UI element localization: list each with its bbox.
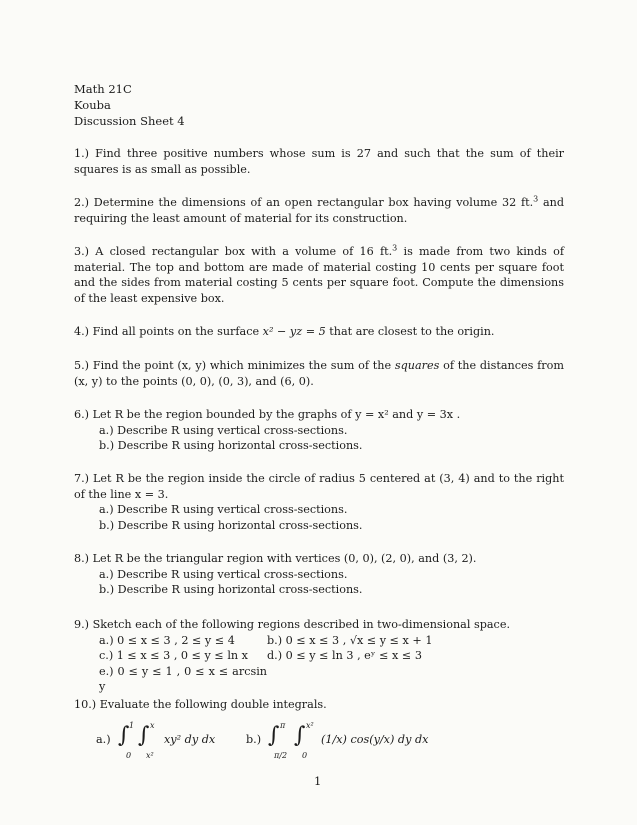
problem-6-part-b: b.) Describe R using horizontal cross-sections. (99, 439, 363, 452)
integral-a-inner-upper: x (150, 721, 155, 730)
problem-5-text-a: 5.) Find the point (x, y) which minimizes the sum of the (74, 359, 395, 372)
problem-4 (74, 324, 564, 340)
integral-a-inner-lower: x² (146, 751, 154, 760)
integral-b-integrand: (1/x) cos(y/x) dy dx (321, 733, 429, 746)
problem-8 (74, 551, 564, 598)
integral-a-outer-lower: 0 (126, 751, 132, 760)
superscript: 3 (533, 194, 539, 204)
problem-9-parts (74, 633, 564, 695)
emphasized-word: squares (394, 359, 440, 372)
problem-2-text-a: 2.) Determine the dimensions of an open rectangular box having volume 32 ft. (74, 196, 534, 209)
problem-4-text-b: that are closest to the origin. (325, 325, 495, 338)
problem-5 (74, 358, 564, 389)
integral-a-outer-upper: 1 (129, 721, 135, 730)
problem-3-text-a: 3.) A closed rectangular box with a volume of 16 ft. (74, 245, 393, 258)
page-number: 1 (314, 774, 322, 788)
sheet-title: Discussion Sheet 4 (74, 114, 185, 128)
superscript: 3 (392, 243, 398, 253)
problem-3-text-b: is made from two kinds of material. The top and bottom are made of material costing 10 cents per square foot and the sides from material costing 5 cents per square foot. Compute the dimensions of the least expensive box. (74, 245, 564, 305)
problem-6-text: 6.) Let R be the region bounded by the graphs of y = x² and y = 3x . (74, 408, 461, 421)
document-header (74, 81, 185, 129)
instructor-name: Kouba (74, 98, 111, 112)
problem-6 (74, 407, 564, 454)
integral-a-integrand: xy² dy dx (164, 733, 216, 746)
integral-sign: ∫ (268, 723, 280, 748)
problem-1-text: 1.) Find three positive numbers whose sum is 27 and such that the sum of their squares is as small as possible. (74, 147, 564, 176)
integral-a-label: a.) (96, 733, 111, 746)
problem-9-part-c: c.) 1 ≤ x ≤ 3 , 0 ≤ y ≤ ln x (99, 649, 248, 662)
integral-sign: ∫ (118, 723, 130, 748)
integral-b-inner-upper: x² (306, 721, 314, 730)
integral-b-outer-lower: π/2 (274, 751, 288, 760)
problem-8-part-a: a.) Describe R using vertical cross-sections. (99, 567, 348, 581)
problem-9-part-b: b.) 0 ≤ x ≤ 3 , √x ≤ y ≤ x + 1 (267, 633, 433, 647)
integral-b-label: b.) (246, 733, 262, 746)
problem-5-text-b: of the distances from (x, y) to the points (0, 0), (0, 3), and (6, 0). (74, 359, 564, 388)
integral-sign: ∫ (294, 723, 306, 748)
problem-2-text-b: and requiring the least amount of material for its construction. (74, 196, 564, 225)
problem-10 (74, 697, 564, 713)
course-name: Math 21C (74, 82, 132, 96)
integrals-block (96, 721, 516, 766)
problem-9-part-e: e.) 0 ≤ y ≤ 1 , 0 ≤ x ≤ arcsin y (99, 664, 267, 693)
surface-equation: x² − yz = 5 (262, 325, 326, 338)
integral-b-outer-upper: π (280, 721, 286, 730)
problem-9-text: 9.) Sketch each of the following regions described in two-dimensional space. (74, 618, 510, 631)
problem-2 (74, 195, 564, 226)
problem-9-part-d: d.) 0 ≤ y ≤ ln 3 , eʸ ≤ x ≤ 3 (267, 649, 422, 662)
problem-7-part-b: b.) Describe R using horizontal cross-sections. (99, 518, 363, 532)
problem-8-text: 8.) Let R be the triangular region with vertices (0, 0), (2, 0), and (3, 2). (74, 552, 477, 565)
integral-sign: ∫ (138, 723, 150, 748)
problem-7 (74, 471, 564, 533)
problem-4-text-a: 4.) Find all points on the surface (74, 325, 263, 338)
problem-6-part-a: a.) Describe R using vertical cross-sections. (99, 423, 348, 437)
problem-7-part-a: a.) Describe R using vertical cross-sections. (99, 503, 348, 516)
problem-3 (74, 244, 564, 306)
problem-9-part-a: a.) 0 ≤ x ≤ 3 , 2 ≤ y ≤ 4 (99, 633, 235, 647)
problem-8-part-b: b.) Describe R using horizontal cross-sections. (99, 583, 363, 596)
problem-1 (74, 146, 564, 177)
problem-7-text: 7.) Let R be the region inside the circle of radius 5 centered at (3, 4) and to the right of the line x = 3. (74, 472, 564, 501)
problem-9 (74, 617, 564, 695)
problem-10-text: 10.) Evaluate the following double integrals. (74, 698, 327, 711)
integral-b-inner-lower: 0 (302, 751, 308, 760)
